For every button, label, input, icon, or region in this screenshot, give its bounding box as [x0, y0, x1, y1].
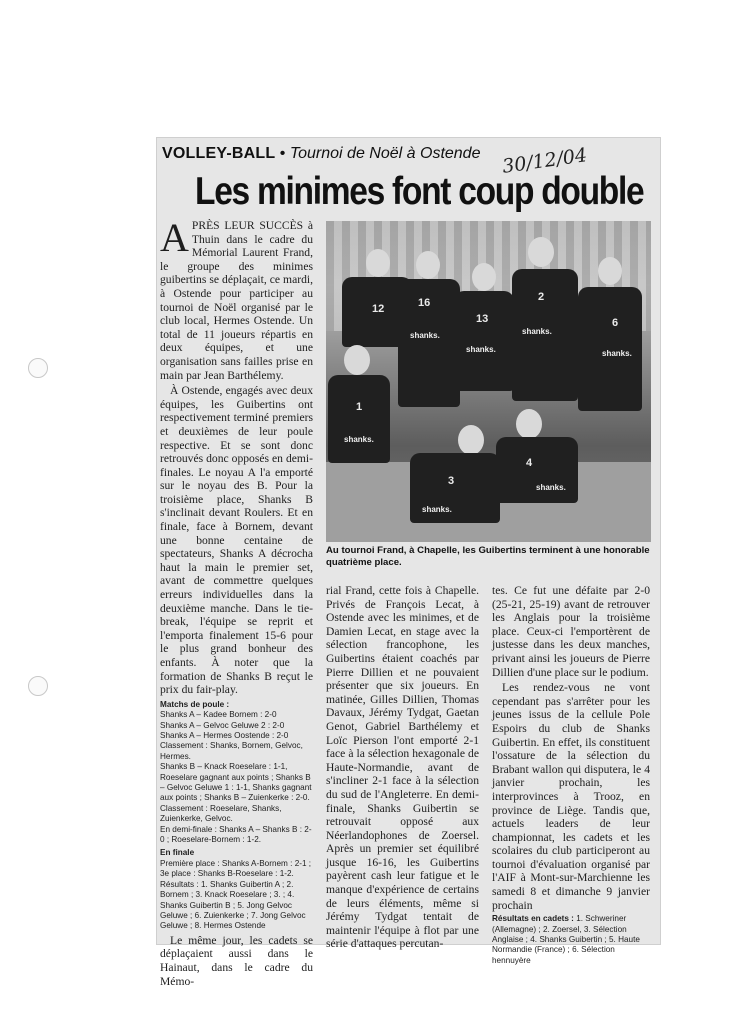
handwritten-date: 30/12/04	[500, 144, 589, 178]
jersey-number: 1	[356, 401, 363, 413]
results-heading: En finale	[160, 848, 195, 858]
sponsor-text: shanks.	[522, 327, 552, 336]
results-line: Classement : Roeselare, Shanks, Zuienkerke, Gelvoc.	[160, 803, 282, 824]
column-3	[492, 584, 650, 968]
player	[328, 375, 390, 463]
column-1	[160, 215, 313, 990]
sponsor-text: shanks.	[536, 483, 566, 492]
jersey-number: 3	[448, 475, 455, 487]
player-head	[598, 257, 622, 285]
player-head	[416, 251, 440, 279]
paragraph: Les rendez-vous ne vont cependant pas s'arrêter pour les jeunes issus de la cellule Pole Espoirs du club de Shanks Guibertin. En effet, ils constituent l'ossature de la sélection du Brabant wallon qui disputera, le 4 janvier prochain, les interprovinces à Trooz, en province de Liège. Tandis que, actuels leaders de leur championnat, les cadets et les scolaires du club participeront au tournoi d'évaluation organisé par l'AIF à Mont-sur-Marchienne les samedi 8 et dimanche 9 janvier prochain	[492, 681, 650, 912]
section-kicker	[162, 145, 480, 163]
section-label: VOLLEY-BALL	[162, 145, 276, 162]
results-line: En demi-finale : Shanks A – Shanks B : 2-0 ; Roeselare-Bornem : 1-2.	[160, 824, 312, 845]
player-head	[458, 425, 484, 455]
results-heading: Résultats en cadets :	[492, 914, 574, 924]
team-photo	[326, 221, 651, 542]
player-head	[528, 237, 554, 267]
results-box	[160, 700, 313, 932]
jersey-number: 16	[418, 297, 431, 309]
player-head	[344, 345, 370, 375]
paragraph: rial Frand, cette fois à Chapelle. Privés de François Lecat, à Ostende avec les minimes, et de Damien Lecat, en stage avec la sélection francophone, les Guibertins étaient coachés par Pierre Dillien et ne pouvaient présenter que six joueurs. En matinée, Gilles Dillien, Thomas Davaux, Jérémy Tydgat, Gaetan Genot, Gabriel Barthélemy et Loïc Pierson l'ont emporté 2-1 face à la sélection hexagonale de Haute-Normandie, avant de s'incliner 2-1 face à la sélection du sud de l'Angleterre. En demi-finale, Shanks Guibertin se retrouvait opposé aux Néerlandophones de Zoersel. Après un premier set équilibré jusque 16-16, les Guibertins payèrent cash leur fatigue et le manque d'expérience de certains de leurs éléments, même si Jérémy Tydgat tentait de maintenir l'équipe à flot par une série d'attaques percutan-	[326, 584, 479, 951]
article-headline: Les minimes font coup double	[195, 170, 644, 213]
jersey-number: 13	[476, 313, 489, 325]
results-heading: Matchs de poule :	[160, 699, 230, 709]
drop-cap: A	[160, 215, 189, 260]
paragraph: tes. Ce fut une défaite par 2-0 (25-21, 25-19) avant de retrouver les Anglais pour la troisième place. Ceux-ci l'emportèrent de justesse dans les deux manches, privant ainsi les joueurs de Pierre Dillien d'une place sur le podium.	[492, 584, 650, 679]
paragraph: Le même jour, les cadets se déplaçaient aussi dans le Hainaut, dans le cadre du Mémo-	[160, 933, 313, 988]
photo-caption: Au tournoi Frand, à Chapelle, les Guibertins terminent à une honorable quatrième place.	[326, 545, 650, 568]
punch-hole	[28, 676, 48, 696]
cadets-results	[492, 914, 650, 966]
player	[454, 291, 514, 391]
results-line: Shanks A – Kadee Bornem : 2-0	[160, 710, 277, 720]
results-line: 3e place : Shanks B-Roeselare : 1-2. Résultats : 1. Shanks Guibertin A ; 2. Bornem ; 3. Knack Roeselare ; 3. ; 4. Shanks Guibertin B ; 5. Jong Gelvoc Geluwe ; 6. Zuienkerke ; 7. Jong Gelvoc Geluwe ; 8. Hermes Ostende	[160, 869, 306, 931]
jersey-number: 2	[538, 291, 545, 303]
results-line: Shanks A – Gelvoc Geluwe 2 : 2-0	[160, 720, 285, 730]
sponsor-text: shanks.	[466, 345, 496, 354]
jersey-number: 4	[526, 457, 533, 469]
jersey-number: 12	[372, 303, 385, 315]
player-head	[472, 263, 496, 291]
sponsor-text: shanks.	[410, 331, 440, 340]
player-head	[516, 409, 542, 439]
results-text: 1. Schweriner (Allemagne) ; 2. Zoersel, 3. Sélection Anglaise ; 4. Shanks Guibertin ; 5. Haute Normandie (France) ; 6. Sélection hennuyère	[492, 914, 640, 965]
sponsor-text: shanks.	[344, 435, 374, 444]
column-2	[326, 584, 479, 953]
results-line: Shanks B – Knack Roeselare : 1-1, Roeselare gagnant aux points ; Shanks B – Gelvoc Geluwe 1 : 1-1, Shanks gagnant aux points ; Shanks B – Zuienkerke : 2-0.	[160, 762, 312, 803]
player-head	[366, 249, 390, 277]
results-line: Shanks A – Hermes Oostende : 2-0	[160, 731, 289, 740]
jersey-number: 6	[612, 317, 619, 329]
results-line: Première place : Shanks A-Bornem : 2-1 ;	[160, 858, 312, 868]
player	[496, 437, 578, 503]
sponsor-text: shanks.	[602, 349, 632, 358]
topic-label: Tournoi de Noël à Ostende	[289, 145, 481, 162]
kicker-bullet: •	[279, 145, 286, 162]
punch-hole	[28, 358, 48, 378]
paragraph: À Ostende, engagés avec deux équipes, les Guibertins ont respectivement terminé premiers et deuxièmes de leur poule respective. Et se sont donc retrouvés donc opposés en demi-finales. Le noyau A l'a emporté sur le noyau des B. Pour la troisième place, Shanks B s'inclinait devant Roulers. Et en finale, face à Bornem, devant une bonne centaine de spectateurs, Shanks A décrocha haut la main le premier set, avant de commettre quelques erreurs individuelles dans la deuxième manche. Dans le tie-break, l'équipe se reprit et l'emporta finalement 15-6 pour le plus grand bonheur des enfants. À noter que la formation de Shanks B reçut le prix du fair-play.	[160, 384, 313, 697]
results-line: Classement : Shanks, Bornem, Gelvoc, Hermes.	[160, 741, 303, 761]
paragraph: APRÈS LEUR SUCCÈS à Thuin dans le cadre du Mémorial Laurent Frand, le groupe des minimes guibertins se déplaçait, ce mardi, à Ostende pour participer au tournoi de Noël organisé par le club local, Hermes Ostende. Un total de 11 joueurs répartis en deux équipes, et une organisation sans failles prise en main par Jean Barthélemy.	[160, 215, 313, 382]
sponsor-text: shanks.	[422, 505, 452, 514]
